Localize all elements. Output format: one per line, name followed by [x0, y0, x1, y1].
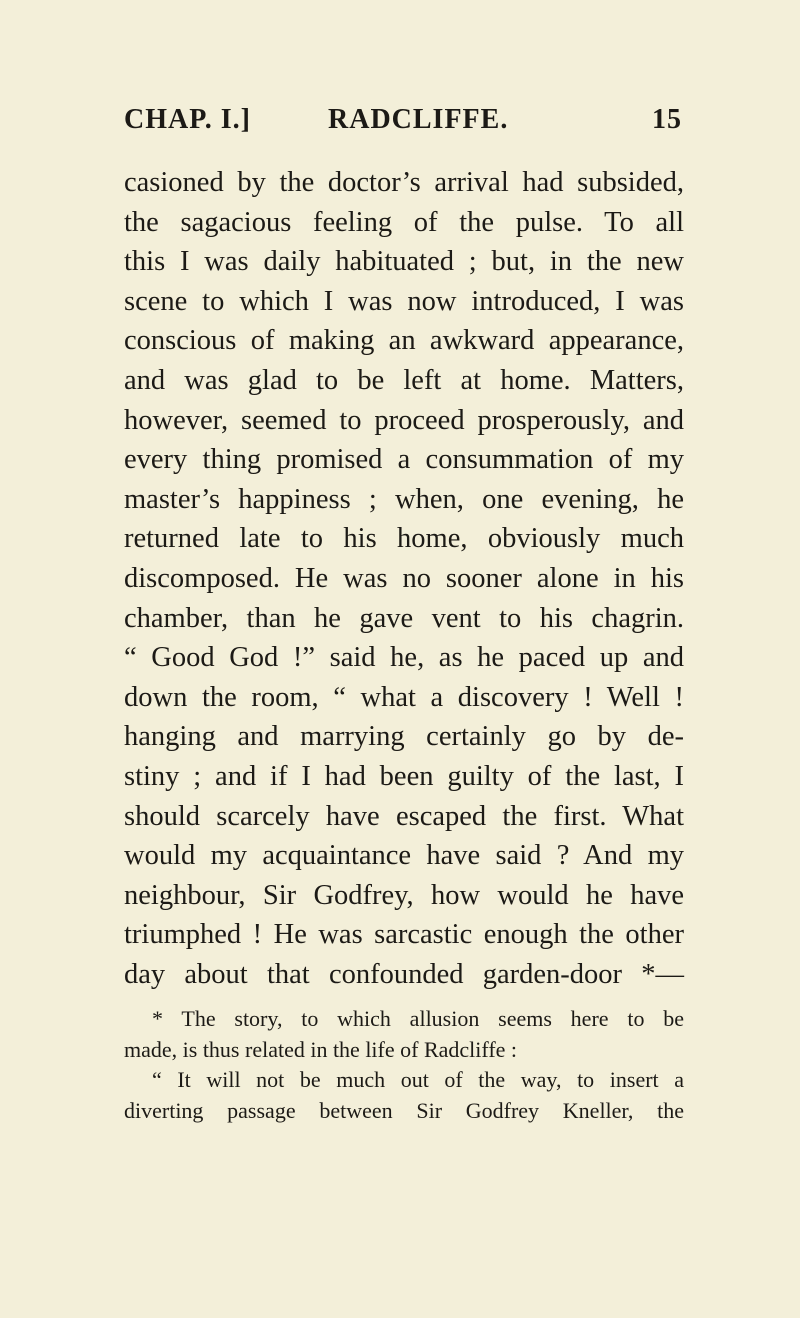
running-title: RADCLIFFE. [328, 104, 509, 135]
text-line: casioned by the doctor’s arrival had subsided, [124, 167, 684, 198]
text-line: would my acquaintance have said ? And my [124, 840, 684, 872]
text-line: chamber, than he gave vent to his chagrin. [124, 602, 684, 634]
text-line: and was glad to be left at home. Matters, [124, 364, 684, 396]
running-head [124, 104, 682, 144]
text-line: stiny ; and if I had been guilty of the last, I [124, 760, 684, 792]
text-line: scene to which I was now introduced, I was [124, 285, 684, 317]
text-line: the sagacious feeling of the pulse. To all [124, 206, 684, 238]
text-line: discomposed. He was no sooner alone in his [124, 562, 684, 594]
text-line: this I was daily habituated ; but, in the new [124, 246, 684, 278]
text-line: neighbour, Sir Godfrey, how would he have [124, 879, 684, 911]
text-line: however, seemed to proceed prosperously, and [124, 404, 684, 436]
text-line: should scarcely have escaped the first. What [124, 800, 684, 832]
body-text [124, 163, 684, 994]
text-line: down the room, “ what a discovery ! Well ! [124, 681, 684, 713]
text-line: hanging and marrying certainly go by de- [124, 721, 684, 753]
text-line: every thing promised a consummation of my [124, 444, 684, 476]
chapter-label: CHAP. I.] [124, 104, 251, 135]
footnote-line: diverting passage between Sir Godfrey Kneller, the [124, 1097, 684, 1123]
footnote-line: made, is thus related in the life of Radcliffe : [124, 1036, 518, 1062]
text-line: triumphed ! He was sarcastic enough the other [124, 919, 684, 951]
text-line: master’s happiness ; when, one evening, he [124, 483, 684, 515]
text-line: returned late to his home, obviously much [124, 523, 684, 555]
text-line: day about that confounded garden-door *— [124, 958, 684, 990]
footnote-line: “ It will not be much out of the way, to insert a [152, 1067, 684, 1092]
footnote [124, 1004, 684, 1126]
footnote-line: * The story, to which allusion seems here to be [152, 1006, 684, 1031]
text-line: “ Good God !” said he, as he paced up and [124, 642, 684, 674]
text-line: conscious of making an awkward appearance, [124, 325, 684, 357]
page-number: 15 [652, 104, 682, 135]
